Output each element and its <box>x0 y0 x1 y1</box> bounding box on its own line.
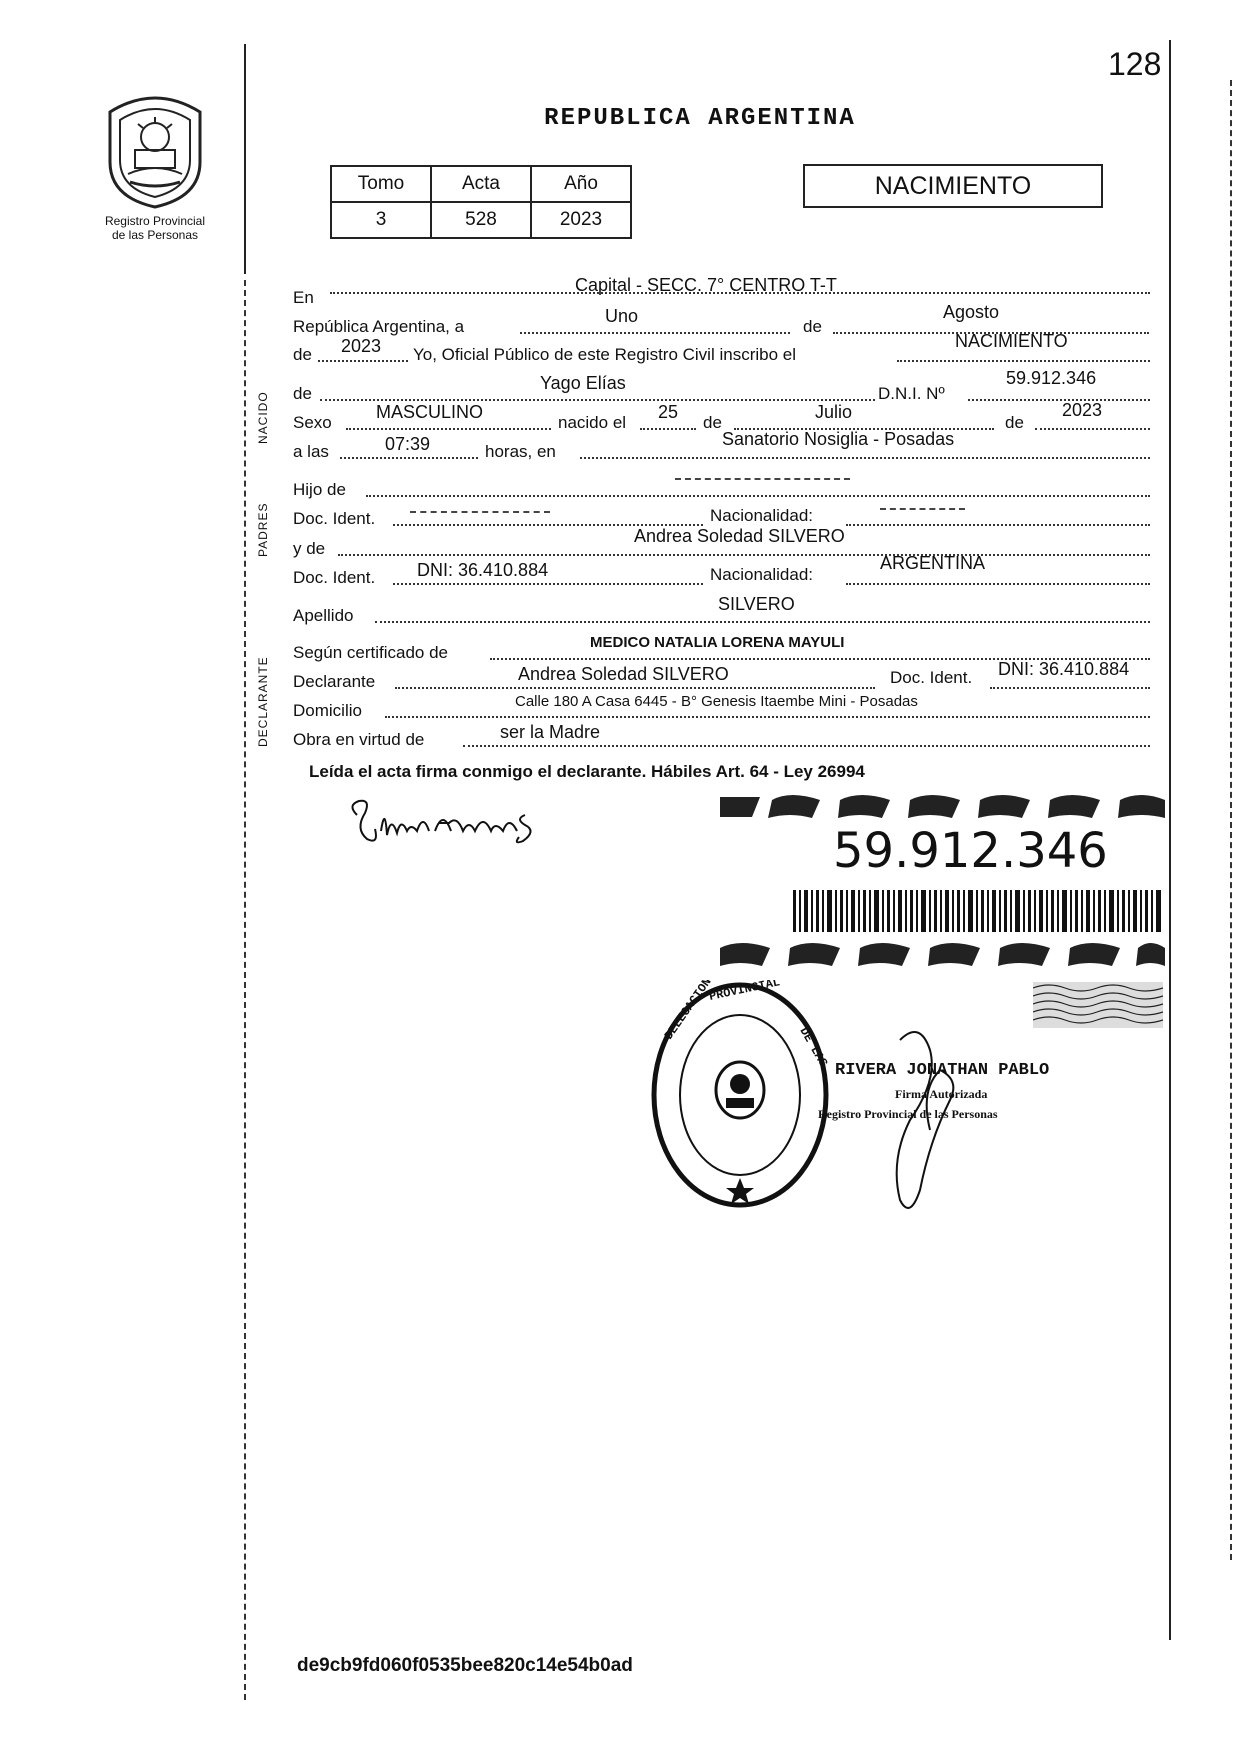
father-doc-blank <box>410 511 550 513</box>
registry-header-row <box>331 166 631 202</box>
right-edge-dashed-line <box>1230 80 1232 1560</box>
official-seal-icon <box>650 980 830 1215</box>
mother-name: Andrea Soledad SILVERO <box>634 526 845 546</box>
domicilio-label: Domicilio <box>293 701 362 720</box>
declarant-signature <box>345 795 575 860</box>
birth-year-dots <box>1035 428 1150 430</box>
svg-text:DE LAS: DE LAS <box>796 1025 830 1070</box>
alas-label: a las <box>293 442 329 461</box>
doc2-label: Doc. Ident. <box>293 568 376 587</box>
logo-caption-line2: de las Personas <box>111 228 199 242</box>
nombre-label: de <box>293 384 312 403</box>
birth-place: Sanatorio Nosiglia - Posadas <box>722 429 955 449</box>
doc3-dots <box>990 687 1150 689</box>
mother-dots <box>338 554 1150 556</box>
registry-value-tomo: 3 <box>331 202 431 238</box>
dni-stamp-number: 59.912.346 <box>833 823 1108 879</box>
birth-day: 25 <box>658 402 679 422</box>
official-role: Firma Autorizada <box>895 1087 988 1101</box>
doc1-label: Doc. Ident. <box>293 509 376 528</box>
nac2-dots <box>846 583 1150 585</box>
dni-label: D.N.I. Nº <box>878 384 945 403</box>
legal-text: Leída el acta firma conmigo el declarante. Hábiles Art. 64 - Ley 26994 <box>309 762 865 781</box>
svg-text:DELEGACION: DELEGACION <box>661 980 715 1043</box>
stamp-border-top <box>720 792 1165 827</box>
hijo-label: Hijo de <box>293 480 346 499</box>
certificado-value: MEDICO NATALIA LORENA MAYULI <box>590 634 845 651</box>
declarante-dots <box>395 687 875 689</box>
de3-label: de <box>703 413 722 432</box>
mother-nationality: ARGENTINA <box>880 553 986 573</box>
inscription-dots <box>897 360 1150 362</box>
father-nationality-blank <box>880 508 965 510</box>
nacido-label: nacido el <box>558 413 627 432</box>
horas-label: horas, en <box>485 442 556 461</box>
doc3-label: Doc. Ident. <box>890 668 973 687</box>
logo-caption-line1: Registro Provincial <box>104 214 206 228</box>
official-name: RIVERA JONATHAN PABLO <box>835 1061 1050 1080</box>
republica-label: República Argentina, a <box>293 317 465 336</box>
de-label: de <box>803 317 822 336</box>
registry-header-tomo: Tomo <box>331 166 431 202</box>
sexo-label: Sexo <box>293 413 332 432</box>
registry-table <box>330 165 632 239</box>
left-margin-dashed-line <box>244 280 246 1700</box>
birth-day-dots <box>640 428 696 430</box>
security-pattern-icon <box>1033 982 1163 1033</box>
left-margin-line <box>244 44 246 274</box>
obra-value: ser la Madre <box>500 722 601 742</box>
registry-value-anio: 2023 <box>531 202 631 238</box>
page-number: 128 <box>1108 46 1162 82</box>
nac2-label: Nacionalidad: <box>710 565 814 584</box>
declarante-label: Declarante <box>293 672 376 691</box>
doc2-dots <box>393 583 703 585</box>
certificado-label: Según certificado de <box>293 643 448 662</box>
document-hash: de9cb9fd060f0535bee820c14e54b0ad <box>297 1655 633 1676</box>
dni-value: 59.912.346 <box>1006 368 1097 388</box>
inscription-type: NACIMIENTO <box>955 331 1068 351</box>
svg-text:PROVINCIAL: PROVINCIAL <box>707 980 782 1004</box>
section-label-nacido: NACIDO <box>256 391 270 444</box>
declarante-value: Andrea Soledad SILVERO <box>518 664 729 684</box>
apellido-value: SILVERO <box>718 594 795 614</box>
logo-caption <box>80 214 230 242</box>
declarante-doc: DNI: 36.410.884 <box>998 659 1130 679</box>
day-value: Uno <box>605 306 639 326</box>
year-value: 2023 <box>341 336 382 356</box>
birth-place-dots <box>580 457 1150 459</box>
registry-value-row <box>331 202 631 238</box>
father-blank-line <box>675 478 850 480</box>
right-margin-line <box>1169 40 1171 1640</box>
birth-month: Julio <box>815 402 853 422</box>
dni-dots <box>968 399 1150 401</box>
nac1-label: Nacionalidad: <box>710 506 814 525</box>
day-dots <box>520 332 790 334</box>
stamp-border-bottom <box>720 940 1165 975</box>
act-type-box: NACIMIENTO <box>803 164 1103 208</box>
de2-label: de <box>293 345 312 364</box>
mother-doc: DNI: 36.410.884 <box>417 560 549 580</box>
year-dots <box>318 360 408 362</box>
nombre-value: Yago Elías <box>540 373 626 393</box>
en-value: Capital - SECC. 7° CENTRO T-T <box>575 275 837 295</box>
de4-label: de <box>1005 413 1024 432</box>
obra-dots <box>463 745 1150 747</box>
yde-label: y de <box>293 539 326 558</box>
domicilio-value: Calle 180 A Casa 6445 - B° Genesis Itaembe Mini - Posadas <box>515 693 918 710</box>
birth-time-dots <box>340 457 478 459</box>
section-label-padres: PADRES <box>256 502 270 557</box>
apellido-dots <box>375 621 1150 623</box>
section-label-declarante: DECLARANTE <box>256 656 270 747</box>
oficial-text: Yo, Oficial Público de este Registro Civil inscribo el <box>413 345 796 364</box>
birth-time: 07:39 <box>385 434 431 454</box>
official-unit: Registro Provincial de las Personas <box>818 1107 998 1121</box>
sexo-dots <box>346 428 551 430</box>
barcode-icon <box>793 890 1163 937</box>
birth-year: 2023 <box>1062 400 1103 420</box>
nombre-dots <box>320 399 875 401</box>
apellido-label: Apellido <box>293 606 354 625</box>
sexo-value: MASCULINO <box>376 402 484 422</box>
en-label: En <box>293 288 314 307</box>
registry-value-acta: 528 <box>431 202 531 238</box>
month-value: Agosto <box>943 302 1000 322</box>
registry-header-anio: Año <box>531 166 631 202</box>
registry-header-acta: Acta <box>431 166 531 202</box>
obra-label: Obra en virtud de <box>293 730 425 749</box>
hijo-dots <box>366 495 1150 497</box>
page-title: REPUBLICA ARGENTINA <box>544 105 856 132</box>
domicilio-dots <box>385 716 1150 718</box>
nac1-dots <box>846 524 1150 526</box>
official-signature <box>860 1020 980 1225</box>
